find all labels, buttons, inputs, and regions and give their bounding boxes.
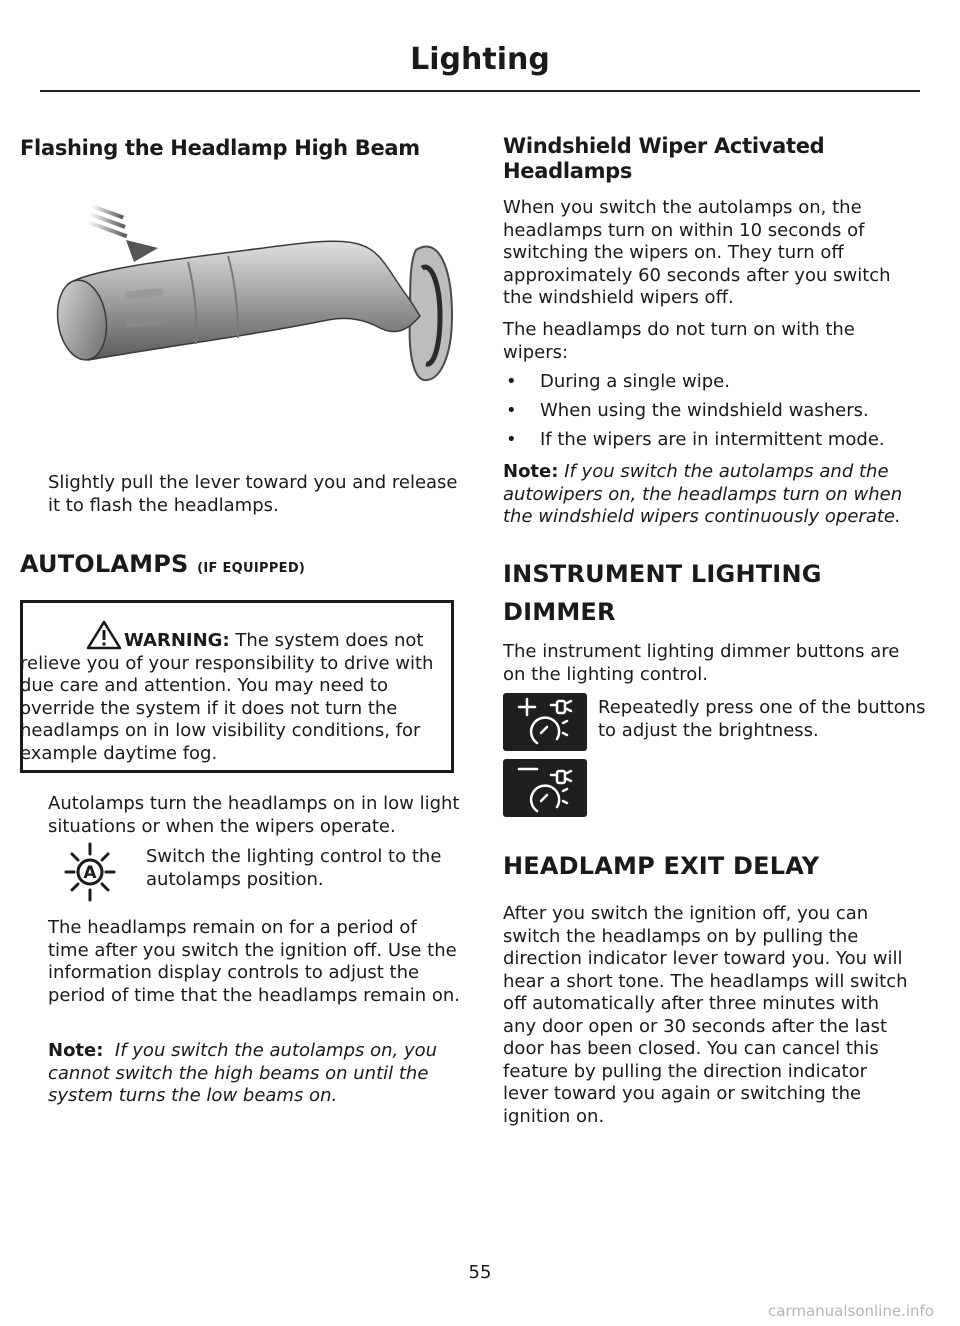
bullet-dot: • [506,371,517,392]
dimmer-icon-text: Repeatedly press one of the buttons to adjust the brightness. [598,697,926,741]
dimmer-decrease-icon [503,759,587,817]
wiper-heading: Windshield Wiper Activated Headlamps [503,134,825,183]
bullet-text: If the wipers are in intermittent mode. [540,429,885,450]
warning-body: The system does not relieve you of your responsibility to drive with due care and attention. You may need to override the system if it does not turn the headlamps on in low visibility conditions, for example daytime fog. [20,630,434,764]
autolamps-icon-text: Switch the lighting control to the autolamps position. [146,846,442,890]
warning-label: WARNING: [124,630,230,651]
exit-delay-heading: HEADLAMP EXIT DELAY [503,852,820,880]
warning-text [20,630,450,765]
autolamps-icon [48,842,132,902]
bullet-text: During a single wipe. [540,371,730,392]
bullet-text: When using the windshield washers. [540,400,869,421]
list-item [503,371,917,394]
list-item [503,429,917,452]
flash-heading: Flashing the Headlamp High Beam [20,136,420,160]
svg-text:A: A [83,863,97,883]
list-item [503,400,917,423]
flash-body: Slightly pull the lever toward you and release it to flash the headlamps. [48,472,458,516]
note-label: Note: [48,1040,104,1061]
note-text: If you switch the autolamps and the autowipers on, the headlamps turn on when the windshield wipers continuously operate. [503,461,903,527]
wiper-not: The headlamps do not turn on with the wipers: [503,319,855,363]
turn-signal-lever-icon [48,196,460,392]
note-label: Note: [503,461,559,482]
exit-delay-body: After you switch the ignition off, you can switch the headlamps on by pulling the direction indicator lever toward you. You will hear a short tone. The headlamps will switch off automatically after three minutes with any door open or 30 seconds after the last door has been closed. You can cancel this feature by pulling the direction indicator lever toward you again or switching the ignition on. [503,903,908,1127]
header-divider [40,90,920,92]
autolamps-heading-suffix: (IF EQUIPPED) [197,561,306,576]
autolamps-remain: The headlamps remain on for a period of time after you switch the ignition off. Use the information display controls to adjust the period of time that the headlamps remain on. [48,917,461,1006]
note-text: If you switch the autolamps on, you cannot switch the high beams on until the system turns the low beams on. [48,1040,438,1106]
wiper-body: When you switch the autolamps on, the headlamps turn on within 10 seconds of switching the wipers on. They turn off approximately 60 seconds after you switch the windshield wipers off. [503,197,891,308]
bullet-dot: • [506,429,517,450]
dimmer-increase-icon [503,693,587,751]
page-title: Lighting [410,42,550,77]
autolamps-heading [20,545,460,588]
autolamps-heading-text: AUTOLAMPS [20,550,189,578]
wiper-note [503,461,917,529]
dimmer-heading: INSTRUMENT LIGHTING DIMMER [503,560,822,626]
page-number: 55 [468,1262,492,1283]
dimmer-body: The instrument lighting dimmer buttons are on the lighting control. [503,641,900,685]
autolamps-note [48,1040,462,1108]
autolamps-body: Autolamps turn the headlamps on in low light situations or when the wipers operate. [48,793,460,837]
watermark: carmanualsonline.info [768,1302,934,1320]
bullet-dot: • [506,400,517,421]
